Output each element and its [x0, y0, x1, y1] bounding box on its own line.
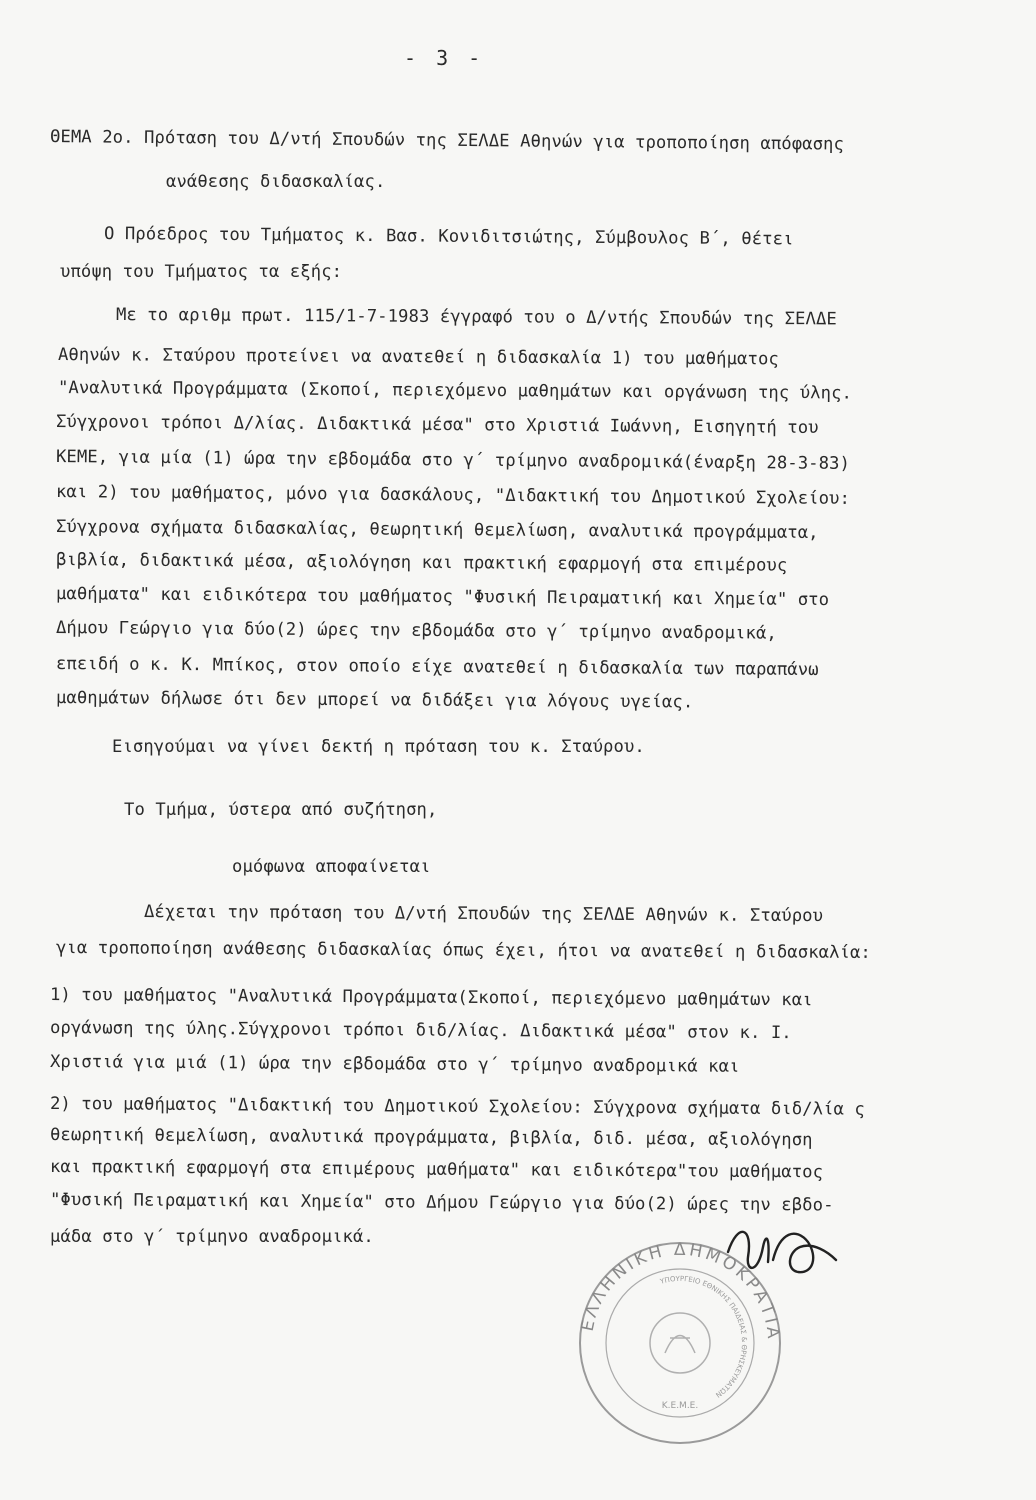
- paragraph-line: Σύγχρονα σχήματα διδασκαλίας, θεωρητική θεμελίωση, αναλυτικά προγράμματα,: [55, 517, 819, 543]
- decision-intro: Το Τμήμα, ύστερα από συζήτηση,: [124, 800, 438, 820]
- emblem-icon: [650, 1313, 710, 1373]
- paragraph-line: μαθήματα" και ειδικότερα του μαθήματος "Φυσική Πειραματική και Χημεία" στο: [55, 584, 830, 611]
- topic-heading-cont: ανάθεσης διδασκαλίας.: [166, 172, 386, 192]
- decision-heading: ομόφωνα αποφαίνεται: [232, 857, 431, 877]
- decision-line: για τροποποίηση ανάθεσης διδασκαλίας όπως έχει, ήτοι να ανατεθεί η διδασκαλία:: [55, 938, 871, 963]
- decision-line: θεωρητική θεμελίωση, αναλυτικά προγράμματα, βιβλία, διδ. μέσα, αξιολόγηση: [49, 1125, 813, 1151]
- paragraph-line: υπόψη του Τμήματος τα εξής:: [60, 262, 343, 282]
- page-number: - 3 -: [404, 46, 485, 70]
- stamp-inner-text: ΥΠΟΥΡΓΕΙΟ ΕΘΝΙΚΗΣ ΠΑΙΔΕΙΑΣ & ΘΡΗΣΚΕΥΜΑΤΩΝ: [659, 1274, 749, 1399]
- handwritten-signature: [718, 1212, 848, 1292]
- paragraph-line: βιβλία, διδακτικά μέσα, αξιολόγηση και πρακτική εφαρμογή στα επιμέρους: [55, 550, 788, 576]
- paragraph-line: μαθημάτων δήλωσε ότι δεν μπορεί να διδάξει για λόγους υγείας.: [55, 688, 694, 713]
- paragraph-line: Με το αριθμ πρωτ. 115/1-7-1983 έγγραφό του ο Δ/ντής Σπουδών της ΣΕΛΔΕ: [115, 305, 837, 330]
- decision-line: οργάνωση της ύλης.Σύγχρονοι τρόποι διδ/λίας. Διδακτικά μέσα" στον κ. Ι.: [49, 1018, 792, 1044]
- paragraph-line: και 2) του μαθήματος, μόνο για δασκάλους, "Διδακτική του Δημοτικού Σχολείου:: [55, 482, 851, 509]
- paragraph-line: ΚΕΜΕ, για μία (1) ώρα την εβδομάδα στο γ΄ τρίμηνο αναδρομικά(έναρξη 28-3-83): [55, 447, 851, 474]
- paragraph-line: επειδή ο κ. Κ. Μπίκος, στον οποίο είχε ανατεθεί η διδασκαλία των παραπάνω: [55, 654, 819, 680]
- decision-line: μάδα στο γ΄ τρίμηνο αναδρομικά.: [50, 1227, 374, 1247]
- stamp-outer-text: ΕΛΛΗΝΙΚΗ ΔΗΜΟΚΡΑΤΙΑ: [577, 1239, 784, 1343]
- paragraph-line: Δήμου Γεώργιο για δύο(2) ώρες την εβδομάδα στο γ΄ τρίμηνο αναδρομικά,: [55, 618, 777, 644]
- decision-line: Χριστιά για μιά (1) ώρα την εβδομάδα στο γ΄ τρίμηνο αναδρομικά και: [49, 1052, 740, 1077]
- stamp-bottom-text: Κ.Ε.Μ.Ε.: [661, 1401, 699, 1411]
- decision-line: Δέχεται την πρόταση του Δ/ντή Σπουδών της ΣΕΛΔΕ Αθηνών κ. Σταύρου: [143, 902, 824, 927]
- decision-line: 1) του μαθήματος "Αναλυτικά Προγράμματα(Σκοποί, περιεχόμενο μαθημάτων και: [49, 985, 813, 1011]
- decision-line: 2) του μαθήματος "Διδακτική του Δημοτικού Σχολείου: Σύγχρονα σχήματα διδ/λία ς: [49, 1094, 865, 1120]
- paragraph-line: "Αναλυτικά Προγράμματα (Σκοποί, περιεχόμενο μαθημάτων και οργάνωση της ύλης.: [57, 378, 853, 404]
- paragraph-line: Αθηνών κ. Σταύρου προτείνει να ανατεθεί η διδασκαλία 1) του μαθήματος: [57, 345, 779, 370]
- paragraph-line: Σύγχρονοι τρόποι Δ/λίας. Διδακτικά μέσα" στο Χριστιά Ιωάννη, Εισηγητή του: [55, 412, 819, 438]
- recommendation-line: Εισηγούμαι να γίνει δεκτή η πρόταση του κ. Σταύρου.: [112, 737, 645, 757]
- decision-line: και πρακτική εφαρμογή στα επιμέρους μαθήματα" και ειδικότερα"του μαθήματος: [49, 1157, 824, 1183]
- decision-line: "Φυσική Πειραματική και Χημεία" στο Δήμου Γεώργιο για δύο(2) ώρες την εβδο-: [49, 1190, 834, 1216]
- topic-heading: ΘΕΜΑ 2ο. Πρόταση του Δ/ντή Σπουδών της ΣΕΛΔΕ Αθηνών για τροποποίηση απόφασης: [49, 127, 845, 155]
- paragraph-line: Ο Πρόεδρος του Τμήματος κ. Βασ. Κονιδιτσιώτης, Σύμβουλος Β΄, θέτει: [103, 224, 794, 250]
